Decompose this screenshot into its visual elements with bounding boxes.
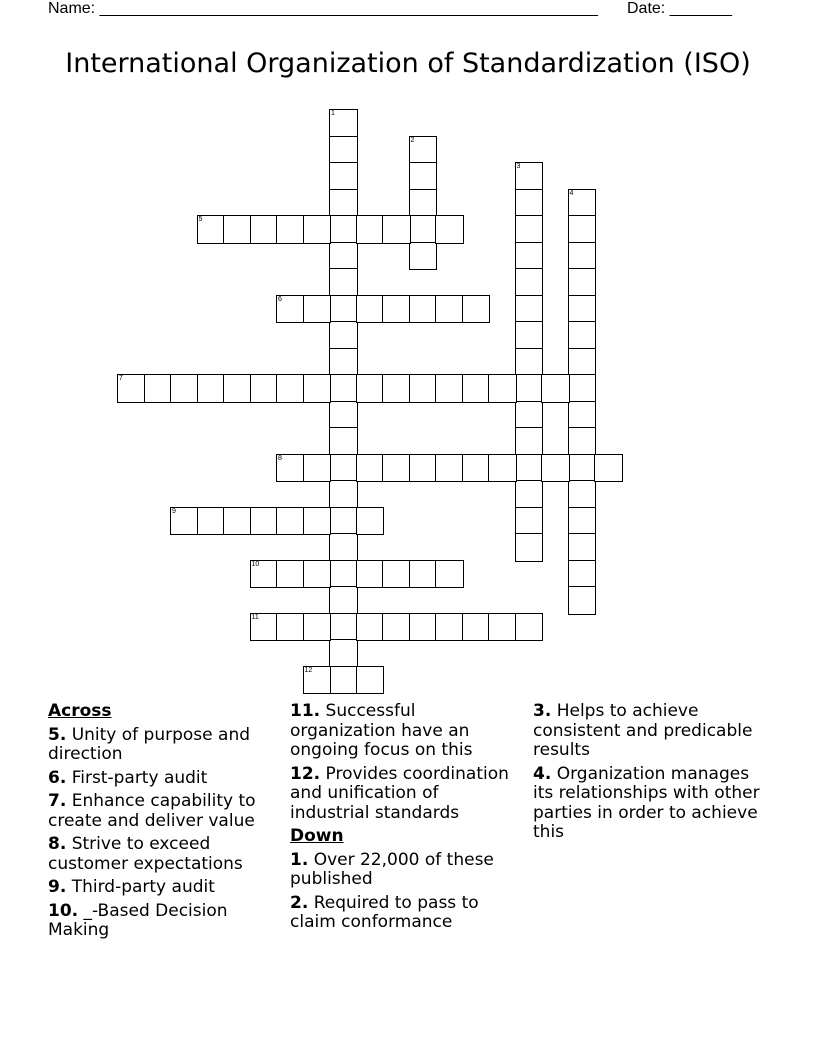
crossword-cell[interactable]: [515, 427, 544, 456]
crossword-cell[interactable]: [382, 215, 411, 244]
crossword-cell[interactable]: [250, 507, 279, 536]
crossword-cell[interactable]: [356, 613, 385, 642]
crossword-cell[interactable]: [409, 215, 438, 244]
crossword-cell[interactable]: [568, 215, 597, 244]
cell-number: 5: [198, 216, 203, 223]
crossword-cell[interactable]: [329, 401, 358, 430]
clue-number: 5.: [48, 724, 67, 745]
clue-number: 11.: [290, 701, 321, 721]
crossword-cell[interactable]: [515, 401, 544, 430]
crossword-cell[interactable]: [329, 560, 358, 589]
clue-across-9: [48, 878, 280, 898]
clue-number: 8.: [48, 834, 67, 854]
crossword-cell[interactable]: [356, 560, 385, 589]
crossword-cell[interactable]: [515, 189, 544, 218]
crossword-cell[interactable]: [276, 215, 305, 244]
crossword-cell[interactable]: [329, 533, 358, 562]
clue-text: _-Based Decision Making: [48, 900, 228, 940]
crossword-cell[interactable]: [303, 666, 332, 695]
crossword-cell[interactable]: [329, 295, 358, 324]
crossword-cell[interactable]: [515, 162, 544, 191]
clue-number: 1.: [290, 849, 309, 870]
crossword-cell[interactable]: [568, 374, 597, 403]
crossword-cell[interactable]: [197, 374, 226, 403]
clue-down-2: [290, 894, 522, 933]
crossword-cell[interactable]: [329, 480, 358, 509]
clue-across-6: [48, 769, 280, 789]
clue-number: 2.: [290, 892, 309, 913]
crossword-cell[interactable]: [409, 242, 438, 271]
cell-number: 10: [251, 560, 260, 568]
clue-text: Successful organization have an ongoing focus on this: [290, 701, 473, 760]
crossword-cell[interactable]: [356, 295, 385, 324]
crossword-cell[interactable]: [515, 268, 544, 297]
crossword-cell[interactable]: [197, 215, 226, 244]
crossword-cell[interactable]: [170, 374, 199, 403]
crossword-cell[interactable]: [568, 427, 597, 456]
crossword-cell[interactable]: [515, 507, 544, 536]
crossword-cell[interactable]: [303, 454, 332, 483]
crossword-cell[interactable]: [515, 374, 544, 403]
clue-text: Third-party audit: [66, 877, 215, 897]
crossword-cell[interactable]: [303, 507, 332, 536]
crossword-cell[interactable]: [541, 374, 570, 403]
crossword-cell[interactable]: [329, 189, 358, 218]
crossword-cell[interactable]: [250, 613, 279, 642]
crossword-cell[interactable]: [303, 613, 332, 642]
clue-number: 10.: [48, 900, 79, 921]
crossword-cell[interactable]: [329, 374, 358, 403]
clue-text: Helps to achieve consistent and predicable results: [533, 701, 753, 760]
crossword-cell[interactable]: [356, 374, 385, 403]
crossword-cell[interactable]: [409, 560, 438, 589]
crossword-cell[interactable]: [276, 560, 305, 589]
crossword-cell[interactable]: [462, 374, 491, 403]
crossword-cell[interactable]: [568, 348, 597, 377]
crossword-cell[interactable]: [568, 268, 597, 297]
crossword-cell[interactable]: [568, 321, 597, 350]
crossword-cell[interactable]: [303, 295, 332, 324]
crossword-cell[interactable]: [276, 454, 305, 483]
clue-across-5: [48, 726, 280, 765]
crossword-cell[interactable]: [170, 507, 199, 536]
clues-column-1: [48, 702, 280, 945]
crossword-cell[interactable]: [568, 242, 597, 271]
crossword-cell[interactable]: [568, 560, 597, 589]
crossword-cell[interactable]: [594, 454, 623, 483]
crossword-cell[interactable]: [223, 374, 252, 403]
crossword-cell[interactable]: [276, 507, 305, 536]
clue-down-4: [533, 765, 765, 843]
crossword-cell[interactable]: [568, 533, 597, 562]
clue-number: 9.: [48, 877, 67, 897]
cell-number: 8: [278, 454, 282, 462]
crossword-cell[interactable]: [409, 162, 438, 191]
clue-number: 3.: [533, 701, 552, 721]
crossword-cell[interactable]: [435, 374, 464, 403]
crossword-cell[interactable]: [329, 321, 358, 350]
clue-text: First-party audit: [66, 767, 208, 788]
cell-number: 3: [516, 163, 521, 170]
crossword-cell[interactable]: [329, 136, 358, 165]
clue-text: Provides coordination and unification of industrial standards: [290, 763, 509, 823]
clue-number: 6.: [48, 767, 67, 788]
crossword-cell[interactable]: [329, 427, 358, 456]
crossword-cell[interactable]: [435, 560, 464, 589]
crossword-cell[interactable]: [568, 586, 597, 615]
clue-across-12: [290, 765, 522, 824]
cell-number: 6: [278, 295, 282, 303]
crossword-cell[interactable]: [223, 507, 252, 536]
clues-column-2: [290, 702, 522, 937]
crossword-cell[interactable]: [276, 613, 305, 642]
crossword-cell[interactable]: [515, 295, 544, 324]
crossword-cell[interactable]: [329, 639, 358, 668]
crossword-cell[interactable]: [515, 242, 544, 271]
cell-number: 4: [569, 189, 574, 197]
crossword-cell[interactable]: [329, 215, 358, 244]
crossword-cell[interactable]: [488, 374, 517, 403]
crossword-cell[interactable]: [329, 268, 358, 297]
clue-down-3: [533, 702, 765, 761]
crossword-cell[interactable]: [488, 454, 517, 483]
crossword-cell[interactable]: [568, 454, 597, 483]
crossword-cell[interactable]: [462, 613, 491, 642]
crossword-cell[interactable]: [515, 533, 544, 562]
crossword-cell[interactable]: [541, 454, 570, 483]
crossword-cell[interactable]: [250, 560, 279, 589]
date-field-label: Date: _______: [627, 0, 732, 17]
clue-across-7: [48, 792, 280, 831]
crossword-cell[interactable]: [409, 189, 438, 218]
crossword-cell[interactable]: [568, 189, 597, 218]
crossword-cell[interactable]: [435, 215, 464, 244]
name-field-label: Name: ________________________________________________________: [48, 0, 598, 17]
crossword-cell[interactable]: [515, 454, 544, 483]
crossword-cell[interactable]: [382, 295, 411, 324]
crossword-cell[interactable]: [568, 480, 597, 509]
clue-text: Enhance capability to create and deliver value: [48, 791, 256, 831]
cell-number: 11: [251, 613, 259, 621]
crossword-cell[interactable]: [356, 454, 385, 483]
crossword-cell[interactable]: [329, 507, 358, 536]
clue-number: 7.: [48, 791, 67, 811]
crossword-cell[interactable]: [250, 374, 279, 403]
crossword-cell[interactable]: [356, 507, 385, 536]
crossword-cell[interactable]: [329, 586, 358, 615]
crossword-cell[interactable]: [356, 666, 385, 695]
clue-text: Unity of purpose and direction: [48, 724, 251, 764]
crossword-cell[interactable]: [329, 666, 358, 695]
crossword-cell[interactable]: [409, 374, 438, 403]
clue-across-8: [48, 835, 280, 874]
crossword-cell[interactable]: [409, 295, 438, 324]
crossword-cell[interactable]: [568, 295, 597, 324]
clue-text: Required to pass to claim conformance: [290, 892, 479, 932]
cell-number: 2: [410, 136, 415, 144]
clue-text: Organization manages its relationships with other parties in order to achieve this: [533, 763, 760, 842]
clue-across-11: [290, 702, 522, 761]
crossword-cell[interactable]: [435, 454, 464, 483]
crossword-cell[interactable]: [250, 215, 279, 244]
crossword-cell[interactable]: [515, 613, 544, 642]
crossword-cell[interactable]: [329, 242, 358, 271]
clue-number: 12.: [290, 763, 321, 784]
across-heading: Across: [48, 701, 112, 721]
crossword-cell[interactable]: [515, 480, 544, 509]
clues-column-3: [533, 702, 765, 847]
crossword-cell[interactable]: [276, 295, 305, 324]
crossword-cell[interactable]: [356, 215, 385, 244]
crossword-cell[interactable]: [329, 109, 358, 138]
crossword-cell[interactable]: [223, 215, 252, 244]
crossword-cell[interactable]: [409, 613, 438, 642]
crossword-cell[interactable]: [435, 295, 464, 324]
crossword-cell[interactable]: [382, 374, 411, 403]
crossword-cell[interactable]: [409, 454, 438, 483]
crossword-cell[interactable]: [117, 374, 146, 403]
clue-number: 4.: [533, 763, 552, 784]
crossword-cell[interactable]: [329, 348, 358, 377]
crossword-cell[interactable]: [144, 374, 173, 403]
crossword-cell[interactable]: [303, 215, 332, 244]
crossword-cell[interactable]: [568, 507, 597, 536]
crossword-cell[interactable]: [382, 613, 411, 642]
down-heading: Down: [290, 826, 344, 846]
crossword-cell[interactable]: [515, 321, 544, 350]
crossword-cell[interactable]: [515, 348, 544, 377]
crossword-cell[interactable]: [382, 560, 411, 589]
crossword-cell[interactable]: [488, 613, 517, 642]
cell-number: 1: [331, 110, 335, 117]
crossword-cell[interactable]: [435, 613, 464, 642]
cell-number: 7: [119, 375, 123, 382]
page-title: International Organization of Standardization (ISO): [65, 48, 751, 79]
crossword-cell[interactable]: [329, 162, 358, 191]
crossword-cell[interactable]: [329, 454, 358, 483]
crossword-cell[interactable]: [197, 507, 226, 536]
crossword-cell[interactable]: [382, 454, 411, 483]
cell-number: 12: [304, 666, 313, 674]
crossword-cell[interactable]: [303, 560, 332, 589]
crossword-cell[interactable]: [568, 401, 597, 430]
cell-number: 9: [172, 507, 176, 515]
clue-down-1: [290, 851, 522, 890]
crossword-cell[interactable]: [462, 454, 491, 483]
crossword-cell[interactable]: [515, 215, 544, 244]
crossword-cell[interactable]: [329, 613, 358, 642]
crossword-cell[interactable]: [462, 295, 491, 324]
crossword-cell[interactable]: [303, 374, 332, 403]
clue-text: Over 22,000 of these published: [290, 849, 494, 889]
crossword-cell[interactable]: [276, 374, 305, 403]
crossword-cell[interactable]: [409, 136, 438, 165]
clue-text: Strive to exceed customer expectations: [48, 834, 243, 874]
clue-across-10: [48, 902, 280, 941]
